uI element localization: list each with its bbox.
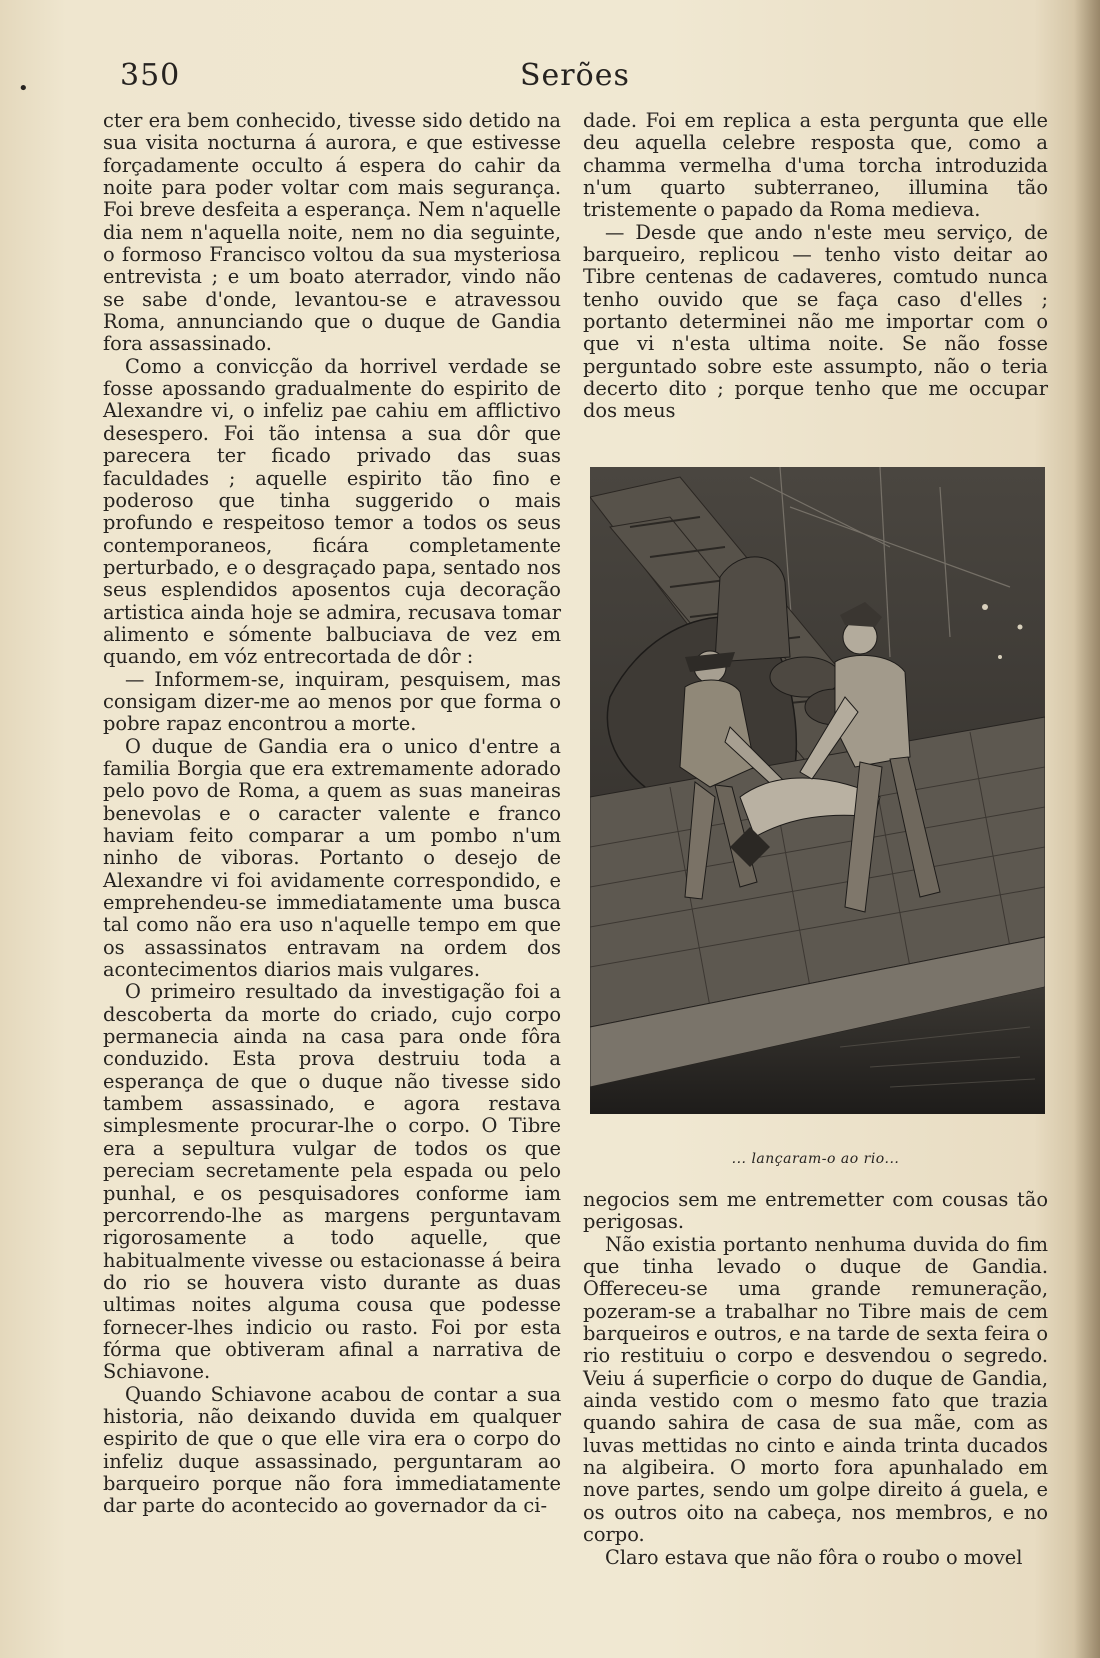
right-column-bottom (583, 1189, 1048, 1569)
paragraph: Não existia portanto nenhuma duvida do fim que tinha levado o duque de Gandia. Offereceu-se uma grande remuneração, pozeram-se a trabalhar no Tibre mais de cem barqueiros e outros, e na tarde de sexta feira o rio restituiu o corpo e desvendou o segredo. Veiu á superficie o corpo do duque de Gandia, ainda vestido com o mesmo fato que trazia quando sahira de casa de sua mãe, com as luvas mettidas no cinto e ainda trinta ducados na algibeira. O morto fora apunhalado em nove partes, sendo um golpe direito á guela, e os outros oito na cabeça, nos membros, e no corpo. (583, 1232, 1048, 1547)
engraving-figure (590, 467, 1045, 1114)
paragraph: O primeiro resultado da investigação foi a descoberta da morte do criado, cujo corpo permanecia ainda na casa para onde fôra conduzido. Esta prova destruiu toda a esperança de que o duque não tivesse sido tambem assassinado, e agora restava simplesmente procurar-lhe o corpo. O Tibre era a sepultura vulgar de todos os que pereciam secretamente pela espada ou pelo punhal, e os pesquisadores conforme iam percorrendo-lhe as margens perguntavam rigorosamente a todo aquelle, que habitualmente vivesse ou estacionasse á beira do rio se houvera visto durante as duas ultimas noites alguma cousa que podesse fornecer-lhes indicio ou rasto. Foi por esta fórma que obtiveram afinal a narrativa de Schiavone. (103, 980, 561, 1384)
page-number: 350 (120, 58, 181, 93)
running-title: Serões (520, 58, 630, 93)
paragraph: negocios sem me entremetter com cousas tão perigosas. (583, 1188, 1048, 1234)
engraving-illustration (590, 467, 1045, 1114)
margin-dot: • (18, 78, 29, 99)
paragraph: — Informem-se, inquiram, pesquisem, mas consigam dizer-me ao menos por que forma o pobre rapaz encontrou a morte. (103, 667, 561, 736)
paragraph: Claro estava que não fôra o roubo o movel (605, 1545, 1023, 1569)
paragraph: Como a convicção da horrivel verdade se fosse apossando gradualmente do espirito de Alexandre vi, o infeliz pae cahiu em afflictivo desespero. Foi tão intensa a sua dôr que parecera ter ficado privado das suas faculdades ; aquelle espirito tão fino e poderoso que tinha suggerido o mais profundo e respeitoso temor a todos os seus contemporaneos, ficára completamente perturbado, e o desgraçado papa, sentado nos seus esplendidos aposentos cuja decoração artistica ainda hoje se admira, recusava tomar alimento e sómente balbuciava de vez em quando, em vóz entrecortada de dôr : (103, 354, 561, 669)
paragraph: O duque de Gandia era o unico d'entre a familia Borgia que era extremamente adorado pelo povo de Roma, a quem as suas maneiras benevolas e o caracter valente e franco haviam feito comparar a um pombo n'um ninho de viboras. Portanto o desejo de Alexandre vi foi avidamente correspondido, e emprehendeu-se immediatamente uma busca tal como não era uso n'aquelle tempo em que os assassinatos entravam na ordem dos acontecimentos diarios mais vulgares. (103, 734, 561, 982)
left-column (103, 110, 561, 1518)
figure-caption: ... lançaram-o ao rio... (731, 1151, 900, 1167)
paragraph: — Desde que ando n'este meu serviço, de barqueiro, replicou — tenho visto deitar ao Tibre centenas de cadaveres, comtudo nunca tenho ouvido que se faça caso d'elles ; portanto determinei não me importar com o que vi n'esta ultima noite. Se não fosse perguntado sobre este assumpto, não o teria decerto dito ; porque tenho que me occupar dos meus (583, 220, 1048, 423)
paragraph: dade. Foi em replica a esta pergunta que elle deu aquella celebre resposta que, como a chamma vermelha d'uma torcha introduzida n'um quarto subterraneo, illumina tão tristemente o papado da Roma medieva. (583, 109, 1048, 222)
paragraph: cter era bem conhecido, tivesse sido detido na sua visita nocturna á aurora, e que estivesse forçadamente occulto á espera do cahir da noite para poder voltar com mais segurança. Foi breve desfeita a esperança. Nem n'aquelle dia nem n'aquella noite, nem no dia seguinte, o formoso Francisco voltou da sua mysteriosa entrevista ; e um boato aterrador, vindo não se sabe d'onde, levantou-se e atravessou Roma, annunciando que o duque de Gandia fora assassinado. (103, 109, 561, 356)
paragraph: Quando Schiavone acabou de contar a sua historia, não deixando duvida em qualquer espirito de que o que elle vira era o corpo do infeliz duque assassinado, perguntaram ao barqueiro porque não fora immediatamente dar parte do acontecido ao governador da ci- (103, 1382, 561, 1518)
binding-shadow (1074, 0, 1100, 1658)
right-column-top (583, 110, 1048, 423)
